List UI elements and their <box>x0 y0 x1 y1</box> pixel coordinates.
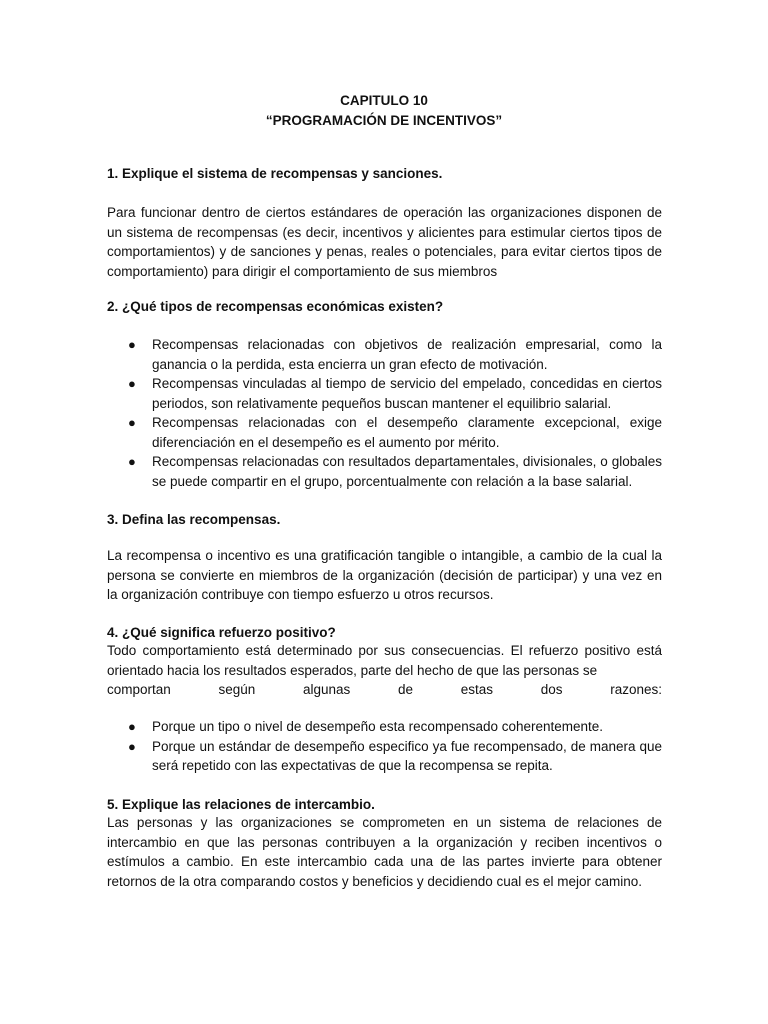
section-3-heading: 3. Defina las recompensas. <box>107 512 281 527</box>
bullet-icon: ● <box>128 415 136 430</box>
list-item <box>107 452 662 491</box>
bullet-icon: ● <box>128 376 136 391</box>
bullet-icon: ● <box>128 719 136 734</box>
list-item <box>107 717 662 737</box>
section-5-paragraph: Las personas y las organizaciones se comprometen en un sistema de relaciones de intercambio en que las personas contribuyen a la organización y reciben incentivos o estímulos a cambio. En este intercambio cada una de las partes invierte para obtener retornos de la otra comparando costos y beneficios y decidiendo cual es el mejor camino. <box>107 815 662 889</box>
list-item-text: Recompensas relacionadas con el desempeño claramente excepcional, exige diferenciación en el desempeño es el aumento por mérito. <box>152 415 662 450</box>
list-item <box>107 335 662 374</box>
list-item <box>107 413 662 452</box>
word: dos <box>540 682 563 697</box>
list-item-text: Recompensas vinculadas al tiempo de servicio del empelado, concedidas en ciertos periodos, son relativamente pequeños buscan mantener el equilibrio salarial. <box>152 376 662 411</box>
word: algunas <box>303 682 351 697</box>
list-item-text: Porque un tipo o nivel de desempeño esta recompensado coherentemente. <box>152 719 604 734</box>
section-1-heading: 1. Explique el sistema de recompensas y sanciones. <box>107 166 443 181</box>
list-item-text: Recompensas relacionadas con objetivos de realización empresarial, como la ganancia o la perdida, esta encierra un gran efecto de motivación. <box>152 337 662 372</box>
section-3-paragraph: La recompensa o incentivo es una gratificación tangible o intangible, a cambio de la cual la persona se convierte en miembros de la organización (decisión de participar) y una vez en la organización contribuye con tiempo esfuerzo u otros recursos. <box>107 548 662 602</box>
section-4-spread-line <box>107 680 662 700</box>
section-2-bullet-list <box>107 335 662 491</box>
chapter-subtitle: “PROGRAMACIÓN DE INCENTIVOS” <box>265 113 503 128</box>
list-item <box>107 737 662 776</box>
list-item <box>107 374 662 413</box>
section-4-heading: 4. ¿Qué significa refuerzo positivo? <box>107 625 336 640</box>
word: razones: <box>610 682 662 697</box>
word: comportan <box>107 682 171 697</box>
bullet-icon: ● <box>128 454 136 469</box>
word: de <box>398 682 414 697</box>
word: estas <box>460 682 494 697</box>
section-5-heading: 5. Explique las relaciones de intercambio. <box>107 797 375 812</box>
bullet-icon: ● <box>128 738 136 754</box>
chapter-title: CAPITULO 10 <box>340 93 428 108</box>
word: según <box>218 682 256 697</box>
section-4-bullet-list <box>107 717 662 776</box>
section-1-paragraph: Para funcionar dentro de ciertos estándares de operación las organizaciones disponen de un sistema de recompensas (es decir, incentivos y alicientes para estimular ciertos tipos de comportamientos) y de sanciones y penas, reales o potenciales, para evitar ciertos tipos de comportamiento) para dirigir el comportamiento de sus miembros <box>107 205 662 279</box>
section-4-paragraph: Todo comportamiento está determinado por sus consecuencias. El refuerzo positivo está orientado hacia los resultados esperados, parte del hecho de que las personas se <box>107 643 662 678</box>
section-2-heading: 2. ¿Qué tipos de recompensas económicas existen? <box>107 299 444 314</box>
bullet-icon: ● <box>128 337 136 352</box>
list-item-text: Recompensas relacionadas con resultados departamentales, divisionales, o globales se puede compartir en el grupo, porcentualmente con relación a la base salarial. <box>152 454 662 489</box>
list-item-text: Porque un estándar de desempeño especifico ya fue recompensado, de manera que será repetido con las expectativas de que la recompensa se repita. <box>152 738 662 773</box>
